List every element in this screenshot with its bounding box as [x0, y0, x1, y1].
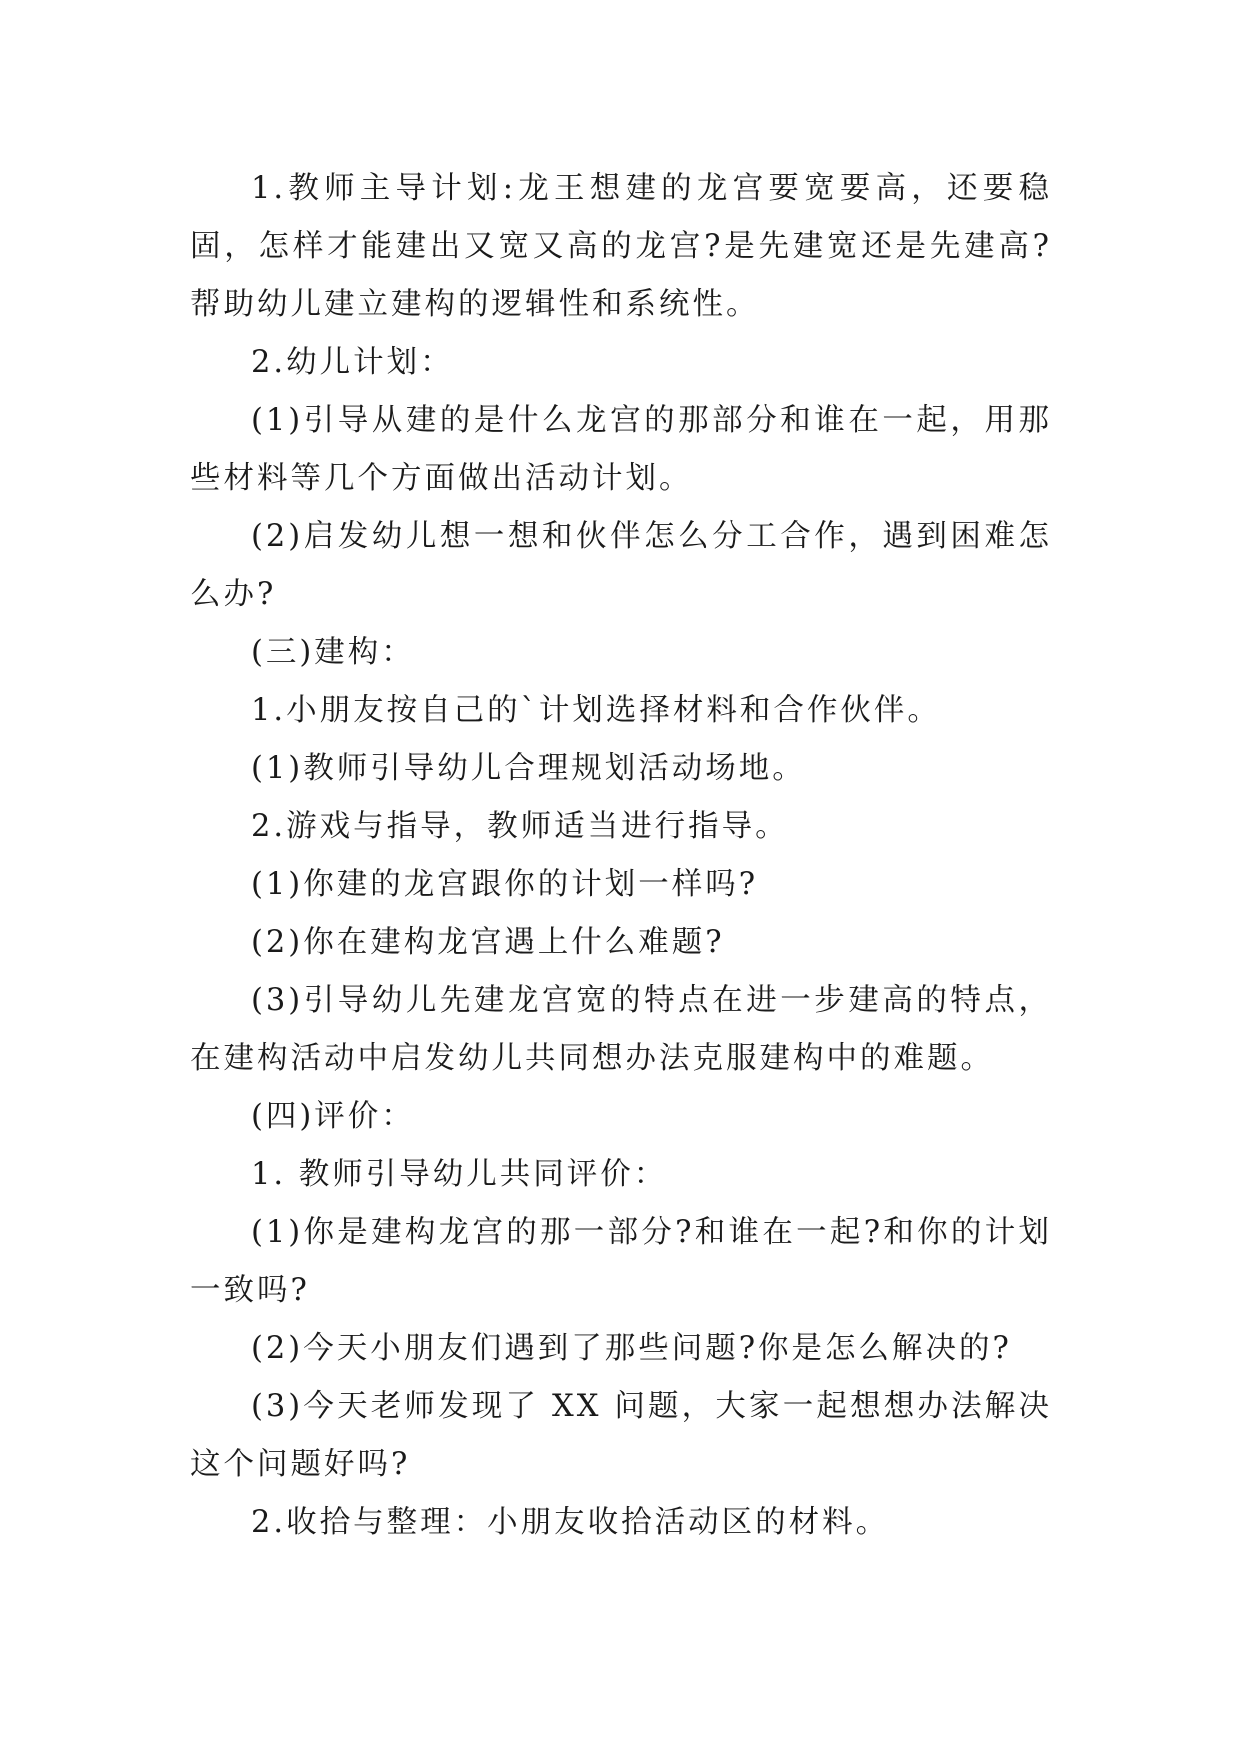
paragraph-question-2: (2)你在建构龙宫遇上什么难题? — [251, 925, 725, 960]
paragraph-question-3: (3)引导幼儿先建龙宫宽的特点在进一步建高的特点，在建构活动中启发幼儿共同想办法克服建构中的难题。 — [190, 983, 1052, 1076]
paragraph-evaluation-intro: 1. 教师引导幼儿共同评价： — [251, 1157, 668, 1192]
paragraph-evaluation-1: (1)你是建构龙宫的那一部分?和谁在一起?和你的计划一致吗? — [190, 1215, 1052, 1308]
section-heading-evaluation: (四)评价： — [251, 1099, 415, 1134]
paragraph-plan-venue: (1)教师引导幼儿合理规划活动场地。 — [251, 751, 806, 786]
paragraph-game-guidance: 2.游戏与指导，教师适当进行指导。 — [251, 809, 789, 844]
paragraph-choose-materials: 1.小朋友按自己的`计划选择材料和合作伙伴。 — [251, 693, 941, 728]
paragraph-teacher-plan: 1.教师主导计划:龙王想建的龙宫要宽要高，还要稳固，怎样才能建出又宽又高的龙宫?是先建宽还是先建高?帮助幼儿建立建构的逻辑性和系统性。 — [190, 171, 1052, 322]
paragraph-evaluation-2: (2)今天小朋友们遇到了那些问题?你是怎么解决的? — [251, 1331, 1012, 1366]
paragraph-child-plan-heading: 2.幼儿计划： — [251, 345, 454, 380]
paragraph-evaluation-3: (3)今天老师发现了 XX 问题，大家一起想想办法解决这个问题好吗? — [190, 1389, 1052, 1482]
paragraph-child-plan-2: (2)启发幼儿想一想和伙伴怎么分工合作，遇到困难怎么办? — [190, 519, 1052, 612]
document-page — [190, 160, 1052, 1552]
paragraph-child-plan-1: (1)引导从建的是什么龙宫的那部分和谁在一起，用那些材料等几个方面做出活动计划。 — [190, 403, 1052, 496]
paragraph-question-1: (1)你建的龙宫跟你的计划一样吗? — [251, 867, 759, 902]
paragraph-tidy-up: 2.收拾与整理：小朋友收拾活动区的材料。 — [251, 1505, 890, 1540]
section-heading-construction: (三)建构： — [251, 635, 415, 670]
